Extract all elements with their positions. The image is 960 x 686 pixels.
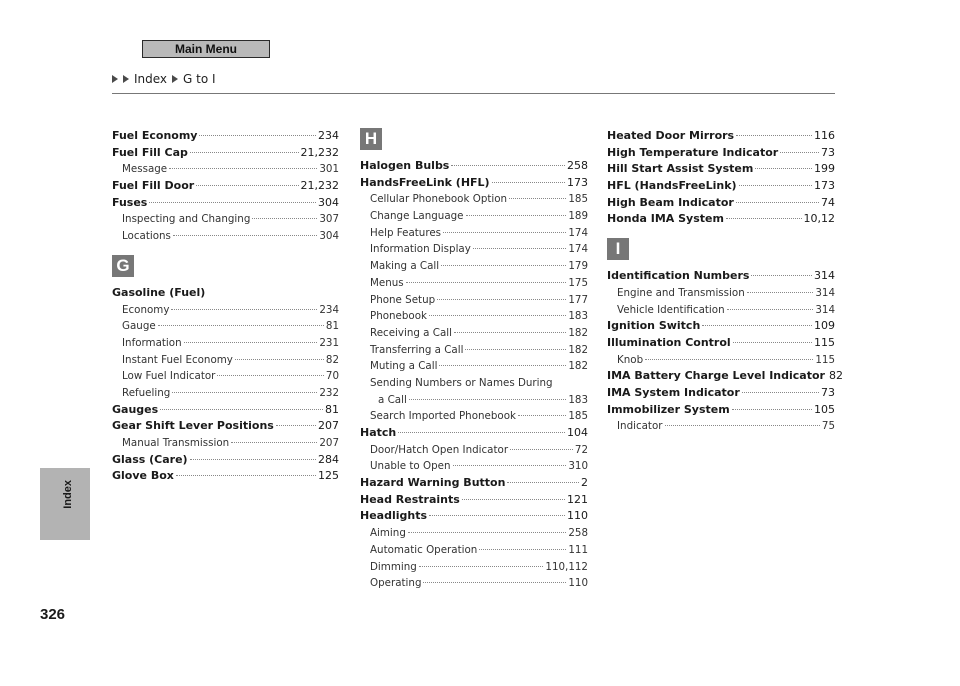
dot-leader bbox=[507, 482, 579, 483]
page-number: 326 bbox=[40, 606, 66, 623]
dot-leader bbox=[217, 375, 323, 376]
index-entry-label: Low Fuel Indicator bbox=[122, 370, 216, 383]
index-entry[interactable] bbox=[112, 195, 339, 212]
index-entry[interactable] bbox=[112, 318, 339, 335]
index-entry-page-link[interactable]: 185 bbox=[568, 410, 588, 423]
index-entry-label: Muting a Call bbox=[370, 360, 438, 373]
index-entry-label: IMA System Indicator bbox=[607, 385, 740, 399]
index-entry-label: Sending Numbers or Names During bbox=[370, 376, 553, 389]
dot-leader bbox=[160, 409, 323, 410]
dot-leader bbox=[199, 135, 316, 136]
index-entry-page-link[interactable]: 175 bbox=[568, 276, 588, 289]
index-entry-page-link[interactable]: 82 bbox=[828, 369, 843, 383]
index-entry-label: Help Features bbox=[370, 226, 442, 239]
index-entry[interactable] bbox=[607, 178, 835, 195]
index-entry-page-link[interactable]: 21,232 bbox=[300, 145, 339, 159]
index-column-2 bbox=[360, 118, 588, 592]
index-entry[interactable] bbox=[607, 368, 843, 385]
index-entry-page-link[interactable]: 234 bbox=[319, 303, 339, 316]
index-entry-page-link[interactable]: 104 bbox=[567, 426, 588, 439]
dot-leader bbox=[231, 442, 317, 443]
index-entry-page-link[interactable]: 207 bbox=[319, 437, 339, 449]
index-entry-page-link[interactable]: 307 bbox=[319, 213, 339, 226]
index-entry[interactable] bbox=[360, 442, 588, 459]
index-entry-page-link[interactable]: 234 bbox=[318, 129, 339, 142]
dot-leader bbox=[252, 218, 317, 219]
index-entry-label: Gasoline (Fuel) bbox=[112, 285, 206, 299]
index-entry[interactable] bbox=[360, 508, 588, 525]
index-entry-page-link[interactable]: 82 bbox=[325, 353, 339, 366]
index-column-3 bbox=[607, 128, 843, 435]
index-entry[interactable] bbox=[112, 352, 339, 369]
dot-leader bbox=[733, 342, 812, 343]
dot-leader bbox=[747, 292, 814, 293]
index-entry-label: Identification Numbers bbox=[607, 269, 750, 283]
index-entry[interactable] bbox=[112, 145, 339, 162]
index-entry-label: Operating bbox=[370, 577, 422, 590]
index-entry-page-link[interactable]: 116 bbox=[814, 129, 835, 142]
dot-leader bbox=[732, 409, 812, 410]
index-entry-label: Fuel Fill Cap bbox=[112, 145, 188, 159]
index-entry[interactable] bbox=[360, 475, 588, 492]
index-entry-label: Fuel Fill Door bbox=[112, 179, 195, 193]
index-entry-page-link[interactable]: 304 bbox=[318, 195, 339, 209]
index-entry[interactable] bbox=[360, 458, 588, 475]
section-letter-badge: G bbox=[112, 255, 134, 277]
index-entry-label: Gauge bbox=[122, 320, 156, 333]
index-entry-page-link[interactable]: 81 bbox=[325, 402, 339, 416]
index-entry[interactable] bbox=[112, 178, 339, 195]
index-entry-page-link[interactable]: 183 bbox=[568, 393, 588, 406]
index-entry-page-link[interactable]: 185 bbox=[568, 193, 588, 206]
index-entry-label: Inspecting and Changing bbox=[122, 213, 251, 226]
index-entry[interactable] bbox=[112, 468, 339, 485]
index-entry-page-link[interactable]: 105 bbox=[814, 402, 835, 416]
index-entry-label: Making a Call bbox=[370, 260, 440, 273]
index-entry-page-link[interactable]: 125 bbox=[318, 469, 339, 483]
index-entry-label: Heated Door Mirrors bbox=[607, 129, 735, 142]
index-entry[interactable] bbox=[607, 318, 835, 335]
index-entry[interactable] bbox=[360, 208, 588, 225]
dot-leader bbox=[518, 415, 566, 416]
index-entry-label: Transferring a Call bbox=[370, 343, 464, 356]
index-entry-label: Fuel Economy bbox=[112, 129, 198, 142]
index-column-1 bbox=[112, 128, 339, 485]
index-entry[interactable] bbox=[112, 402, 339, 419]
main-menu-button[interactable]: Main Menu bbox=[142, 40, 270, 58]
index-entry-label: Menus bbox=[370, 276, 404, 289]
dot-leader bbox=[172, 392, 317, 393]
breadcrumb-index-link[interactable]: Index bbox=[134, 72, 168, 86]
index-entry[interactable] bbox=[607, 161, 835, 178]
dot-leader bbox=[479, 549, 566, 550]
dot-leader bbox=[645, 359, 813, 360]
index-entry[interactable] bbox=[607, 128, 835, 145]
index-entry-label: Message bbox=[122, 163, 168, 176]
index-entry-page-link[interactable]: 72 bbox=[574, 443, 588, 456]
index-entry-page-link[interactable]: 110 bbox=[568, 577, 588, 590]
index-entry[interactable] bbox=[360, 225, 588, 242]
index-entry-label: High Beam Indicator bbox=[607, 195, 734, 209]
index-entry[interactable] bbox=[607, 268, 835, 285]
index-entry-page-link[interactable]: 301 bbox=[319, 163, 339, 176]
index-entry[interactable] bbox=[360, 358, 588, 375]
dot-leader bbox=[451, 165, 565, 166]
index-entry-label: Economy bbox=[122, 303, 170, 316]
index-entry-label: IMA Battery Charge Level Indicator bbox=[607, 369, 825, 383]
index-entry-page-link[interactable]: 314 bbox=[815, 303, 835, 316]
index-entry[interactable] bbox=[360, 191, 588, 208]
index-entry-label: Honda IMA System bbox=[607, 212, 724, 226]
index-entry[interactable] bbox=[360, 575, 588, 592]
index-entry[interactable] bbox=[360, 342, 588, 359]
index-entry-page-link[interactable]: 232 bbox=[319, 386, 339, 399]
index-entry[interactable] bbox=[360, 525, 588, 542]
index-entry-label: HandsFreeLink (HFL) bbox=[360, 175, 490, 189]
dot-leader bbox=[726, 218, 802, 219]
dot-leader bbox=[492, 182, 565, 183]
index-entry bbox=[112, 285, 339, 302]
index-entry-page-link[interactable]: 310 bbox=[568, 460, 588, 473]
index-entry-label: Locations bbox=[122, 230, 171, 243]
index-entry-page-link[interactable]: 207 bbox=[318, 419, 339, 433]
dot-leader bbox=[176, 475, 316, 476]
index-entry-page-link[interactable]: 174 bbox=[568, 243, 588, 256]
index-entry-label: Hazard Warning Button bbox=[360, 476, 506, 490]
index-entry-page-link[interactable]: 2 bbox=[581, 476, 588, 490]
index-entry-label: Vehicle Identification bbox=[617, 303, 725, 316]
dot-leader bbox=[736, 135, 812, 136]
index-entry-page-link[interactable]: 179 bbox=[568, 260, 588, 273]
index-entry-label: Glass (Care) bbox=[112, 452, 188, 466]
index-entry[interactable] bbox=[360, 408, 588, 425]
dot-leader bbox=[190, 459, 316, 460]
index-entry-page-link[interactable]: 173 bbox=[814, 179, 835, 193]
index-entry[interactable] bbox=[607, 418, 835, 435]
index-entry-label: Headlights bbox=[360, 509, 428, 523]
dot-leader bbox=[473, 248, 567, 249]
index-entry[interactable] bbox=[112, 418, 339, 435]
side-tab-label: Index bbox=[62, 480, 74, 509]
dot-leader bbox=[739, 185, 812, 186]
index-entry-label: Information bbox=[122, 336, 182, 349]
index-entry[interactable] bbox=[360, 241, 588, 258]
dot-leader bbox=[406, 282, 567, 283]
dot-leader bbox=[736, 202, 819, 203]
index-entry[interactable] bbox=[607, 145, 835, 162]
index-entry-label: Refueling bbox=[122, 386, 171, 399]
index-entry-label: Immobilizer System bbox=[607, 402, 730, 416]
index-entry-page-link[interactable]: 189 bbox=[568, 210, 588, 223]
index-entry-page-link[interactable]: 258 bbox=[567, 159, 588, 172]
dot-leader bbox=[466, 215, 567, 216]
index-entry-page-link[interactable]: 70 bbox=[325, 370, 339, 383]
dot-leader bbox=[462, 499, 565, 500]
index-entry-page-link[interactable]: 115 bbox=[814, 335, 835, 349]
index-entry-page-link[interactable]: 73 bbox=[821, 145, 835, 159]
dot-leader bbox=[173, 235, 317, 236]
index-entry[interactable] bbox=[607, 402, 835, 419]
index-entry-label: Instant Fuel Economy bbox=[122, 353, 233, 366]
header-divider bbox=[112, 93, 835, 94]
index-entry-page-link[interactable]: 182 bbox=[568, 326, 588, 339]
index-entry-label: Ignition Switch bbox=[607, 319, 701, 333]
index-entry-label: High Temperature Indicator bbox=[607, 145, 779, 159]
dot-leader bbox=[184, 342, 318, 343]
dot-leader bbox=[439, 365, 566, 366]
index-entry-page-link[interactable]: 81 bbox=[325, 320, 339, 333]
breadcrumb bbox=[112, 72, 216, 86]
index-entry-label: Information Display bbox=[370, 243, 471, 256]
index-entry-page-link[interactable]: 111 bbox=[568, 543, 588, 556]
dot-leader bbox=[742, 392, 819, 393]
index-entry[interactable] bbox=[360, 292, 588, 309]
dot-leader bbox=[751, 275, 812, 276]
index-entry[interactable] bbox=[112, 211, 339, 228]
index-entry-label: Change Language bbox=[370, 210, 464, 223]
index-entry-page-link[interactable]: 284 bbox=[318, 452, 339, 466]
index-entry[interactable] bbox=[360, 492, 588, 509]
index-entry-page-link[interactable]: 182 bbox=[568, 360, 588, 373]
index-entry[interactable] bbox=[360, 158, 588, 175]
index-entry-label: Gear Shift Lever Positions bbox=[112, 419, 274, 433]
dot-leader bbox=[429, 515, 565, 516]
index-entry[interactable] bbox=[360, 275, 588, 292]
index-entry[interactable] bbox=[112, 161, 339, 178]
index-entry[interactable] bbox=[607, 285, 835, 302]
index-entry-label: Search Imported Phonebook bbox=[370, 410, 516, 423]
index-entry-label: Knob bbox=[617, 353, 644, 366]
index-entry-page-link[interactable]: 304 bbox=[319, 230, 339, 243]
index-entry-page-link[interactable]: 231 bbox=[319, 336, 339, 349]
index-entry-label: Hatch bbox=[360, 426, 397, 439]
index-entry-page-link[interactable]: 121 bbox=[567, 492, 588, 506]
index-entry-page-link[interactable]: 110 bbox=[567, 509, 588, 523]
dot-leader bbox=[454, 332, 566, 333]
index-entry-label: Halogen Bulbs bbox=[360, 159, 450, 172]
index-entry[interactable] bbox=[360, 325, 588, 342]
index-entry[interactable] bbox=[607, 352, 835, 369]
index-entry-label: Illumination Control bbox=[607, 335, 731, 349]
dot-leader bbox=[398, 432, 565, 433]
index-entry-page-link[interactable]: 183 bbox=[568, 310, 588, 323]
dot-leader bbox=[453, 465, 567, 466]
index-entry-label: a Call bbox=[378, 393, 407, 406]
index-entry-page-link[interactable]: 173 bbox=[567, 175, 588, 189]
index-entry[interactable] bbox=[360, 258, 588, 275]
index-entry[interactable] bbox=[112, 435, 339, 452]
index-entry[interactable] bbox=[607, 385, 835, 402]
index-entry[interactable] bbox=[112, 335, 339, 352]
dot-leader bbox=[408, 532, 566, 533]
dot-leader bbox=[702, 325, 812, 326]
index-entry-page-link[interactable]: 258 bbox=[568, 527, 588, 540]
dot-leader bbox=[419, 566, 544, 567]
index-entry-page-link[interactable]: 199 bbox=[814, 162, 835, 176]
dot-leader bbox=[409, 399, 567, 400]
index-entry[interactable] bbox=[607, 195, 835, 212]
dot-leader bbox=[169, 168, 317, 169]
dot-leader bbox=[190, 152, 299, 153]
section-letter-badge: H bbox=[360, 128, 382, 150]
index-entry-page-link[interactable]: 110,112 bbox=[545, 560, 588, 573]
dot-leader bbox=[509, 198, 566, 199]
index-entry-label: Glove Box bbox=[112, 469, 174, 483]
breadcrumb-arrow-icon bbox=[172, 75, 178, 83]
index-entry[interactable] bbox=[360, 559, 588, 576]
index-entry[interactable] bbox=[360, 392, 588, 409]
index-entry-page-link[interactable]: 73 bbox=[821, 385, 835, 399]
index-entry-label: Manual Transmission bbox=[122, 437, 230, 449]
index-entry-label: Engine and Transmission bbox=[617, 286, 745, 299]
index-entry[interactable] bbox=[112, 368, 339, 385]
index-entry-page-link[interactable]: 74 bbox=[821, 195, 835, 209]
index-entry-label: Indicator bbox=[617, 420, 663, 433]
dot-leader bbox=[196, 185, 298, 186]
index-entry-label: Automatic Operation bbox=[370, 543, 478, 556]
dot-leader bbox=[510, 449, 573, 450]
dot-leader bbox=[465, 349, 566, 350]
index-entry-label: Cellular Phonebook Option bbox=[370, 193, 508, 206]
dot-leader bbox=[727, 309, 814, 310]
index-entry-label: Door/Hatch Open Indicator bbox=[370, 443, 509, 456]
index-entry-label: Aiming bbox=[370, 527, 406, 540]
index-entry-label: Phone Setup bbox=[370, 293, 436, 306]
index-entry-page-link[interactable]: 182 bbox=[568, 343, 588, 356]
index-entry-label: Dimming bbox=[370, 560, 417, 573]
dot-leader bbox=[429, 315, 566, 316]
index-entry[interactable] bbox=[112, 228, 339, 245]
index-entry-page-link[interactable]: 75 bbox=[821, 420, 835, 433]
dot-leader bbox=[149, 202, 316, 203]
index-entry-page-link[interactable]: 109 bbox=[814, 319, 835, 333]
breadcrumb-arrow-icon bbox=[112, 75, 118, 83]
section-letter-badge: I bbox=[607, 238, 629, 260]
dot-leader bbox=[665, 425, 820, 426]
index-entry-label: Phonebook bbox=[370, 310, 427, 323]
index-entry[interactable] bbox=[360, 542, 588, 559]
index-entry[interactable] bbox=[112, 452, 339, 469]
index-entry-label: Fuses bbox=[112, 195, 148, 209]
dot-leader bbox=[276, 425, 316, 426]
index-entry-label: HFL (HandsFreeLink) bbox=[607, 179, 737, 193]
breadcrumb-arrow-icon bbox=[123, 75, 129, 83]
index-entry[interactable] bbox=[607, 211, 835, 228]
index-entry-page-link[interactable]: 174 bbox=[568, 226, 588, 239]
index-entry[interactable] bbox=[112, 385, 339, 402]
index-entry-label: Receiving a Call bbox=[370, 326, 452, 339]
index-entry[interactable] bbox=[607, 335, 835, 352]
dot-leader bbox=[423, 582, 566, 583]
index-entry-page-link[interactable]: 177 bbox=[568, 293, 588, 306]
index-entry-label: Gauges bbox=[112, 402, 159, 416]
dot-leader bbox=[158, 325, 324, 326]
index-entry-page-link[interactable]: 314 bbox=[815, 286, 835, 299]
dot-leader bbox=[235, 359, 324, 360]
dot-leader bbox=[437, 299, 566, 300]
index-entry[interactable] bbox=[112, 128, 339, 145]
index-entry[interactable] bbox=[607, 302, 835, 319]
dot-leader bbox=[441, 265, 566, 266]
index-entry bbox=[360, 375, 588, 392]
breadcrumb-current: G to I bbox=[183, 72, 216, 86]
index-entry-label: Hill Start Assist System bbox=[607, 162, 754, 176]
index-entry-label: Head Restraints bbox=[360, 492, 460, 506]
index-entry[interactable] bbox=[360, 308, 588, 325]
dot-leader bbox=[780, 152, 819, 153]
index-entry-page-link[interactable]: 10,12 bbox=[803, 212, 835, 226]
index-entry-page-link[interactable]: 115 bbox=[815, 353, 835, 366]
dot-leader bbox=[443, 232, 566, 233]
index-entry[interactable] bbox=[112, 302, 339, 319]
index-entry[interactable] bbox=[360, 425, 588, 442]
dot-leader bbox=[171, 309, 317, 310]
index-entry-label: Unable to Open bbox=[370, 460, 451, 473]
index-entry-page-link[interactable]: 21,232 bbox=[300, 179, 339, 193]
dot-leader bbox=[755, 168, 812, 169]
index-entry[interactable] bbox=[360, 175, 588, 192]
index-entry-page-link[interactable]: 314 bbox=[814, 269, 835, 283]
